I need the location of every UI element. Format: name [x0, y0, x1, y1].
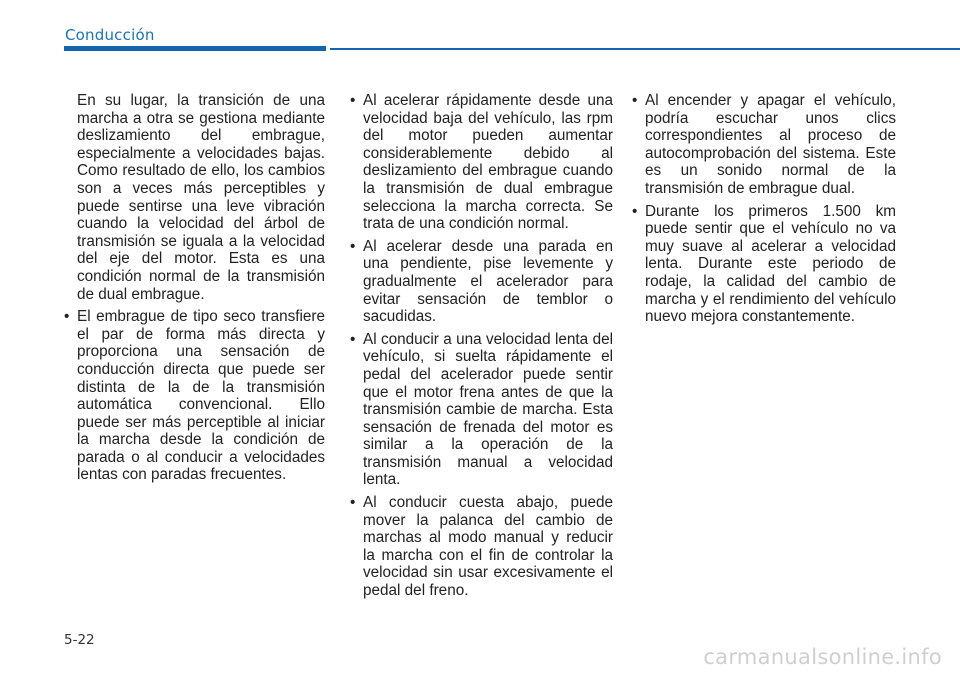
bullet-icon: • — [632, 92, 638, 109]
bullet-icon: • — [64, 308, 70, 326]
bullet-item — [350, 494, 613, 600]
text-column-1 — [64, 92, 325, 489]
page-number: 5-22 — [64, 632, 95, 648]
bullet-icon: • — [350, 494, 356, 512]
bullet-icon: • — [632, 202, 638, 220]
bullet-text: Al acelerar rápidamente desde una velocidad baja del vehículo, las rpm del motor pueden aumentar considerablemente debido al deslizamiento del embrague cuando la transmisión de dual embrague selecciona la marcha correcta. Se trata de una condición normal. — [363, 92, 613, 233]
bullet-item — [350, 92, 613, 233]
text-column-3 — [632, 92, 896, 331]
bullet-text: El embrague de tipo seco transfiere el par de forma más directa y proporciona una sensación de conducción directa que puede ser distinta de la de la transmisión automática convencional. Ello puede ser más perceptible al iniciar la marcha desde la condición de parada o al conducir a velocidades lentas con paradas frecuentes. — [77, 308, 325, 484]
bullet-text: Al encender y apagar el vehículo, podría escuchar unos clics correspondientes al proceso de autocomprobación del sistema. Este es un sonido normal de la transmisión de embrague dual. — [645, 92, 896, 197]
bullet-icon: • — [350, 92, 356, 109]
section-title: Conducción — [65, 26, 155, 44]
bullet-item — [632, 92, 896, 198]
bullet-text: Al acelerar desde una parada en una pendiente, pise levemente y gradualmente el acelerador para evitar sensación de temblor o sacudidas. — [363, 237, 613, 326]
header-rule-thin — [330, 48, 960, 50]
text-column-2 — [350, 92, 613, 605]
header-rule-thick — [64, 46, 326, 51]
bullet-item — [350, 238, 613, 326]
watermark: carmanualsonline.info — [703, 645, 942, 669]
bullet-text: Al conducir a una velocidad lenta del vehículo, si suelta rápidamente el pedal del acelerador puede sentir que el motor frena antes de que la transmisión cambie de marcha. Esta sensación de frenada del motor es similar a la operación de la transmisión manual a velocidad lenta. — [363, 330, 613, 489]
bullet-text: Durante los primeros 1.500 km puede sentir que el vehículo no va muy suave al acelerar a velocidad lenta. Durante este periodo de rodaje, la calidad del cambio de marcha y el rendimiento del vehículo nuevo mejora constantemente. — [645, 202, 896, 326]
bullet-item — [350, 331, 613, 489]
bullet-item — [632, 203, 896, 326]
intro-paragraph: En su lugar, la transición de una marcha a otra se gestiona mediante deslizamiento del embrague, especialmente a velocidades bajas. Como resultado de ello, los cambios son a veces más perceptibles y puede sentirse una leve vibración cuando la velocidad del árbol de transmisión se iguala a la velocidad del eje del motor. Esta es una condición normal de la transmisión de dual embrague. — [77, 92, 325, 303]
bullet-text: Al conducir cuesta abajo, puede mover la palanca del cambio de marchas al modo manual y reducir la marcha con el fin de controlar la velocidad sin usar excesivamente el pedal del freno. — [363, 494, 613, 600]
bullet-item — [64, 308, 325, 484]
bullet-icon: • — [350, 237, 356, 255]
bullet-icon: • — [350, 330, 356, 348]
